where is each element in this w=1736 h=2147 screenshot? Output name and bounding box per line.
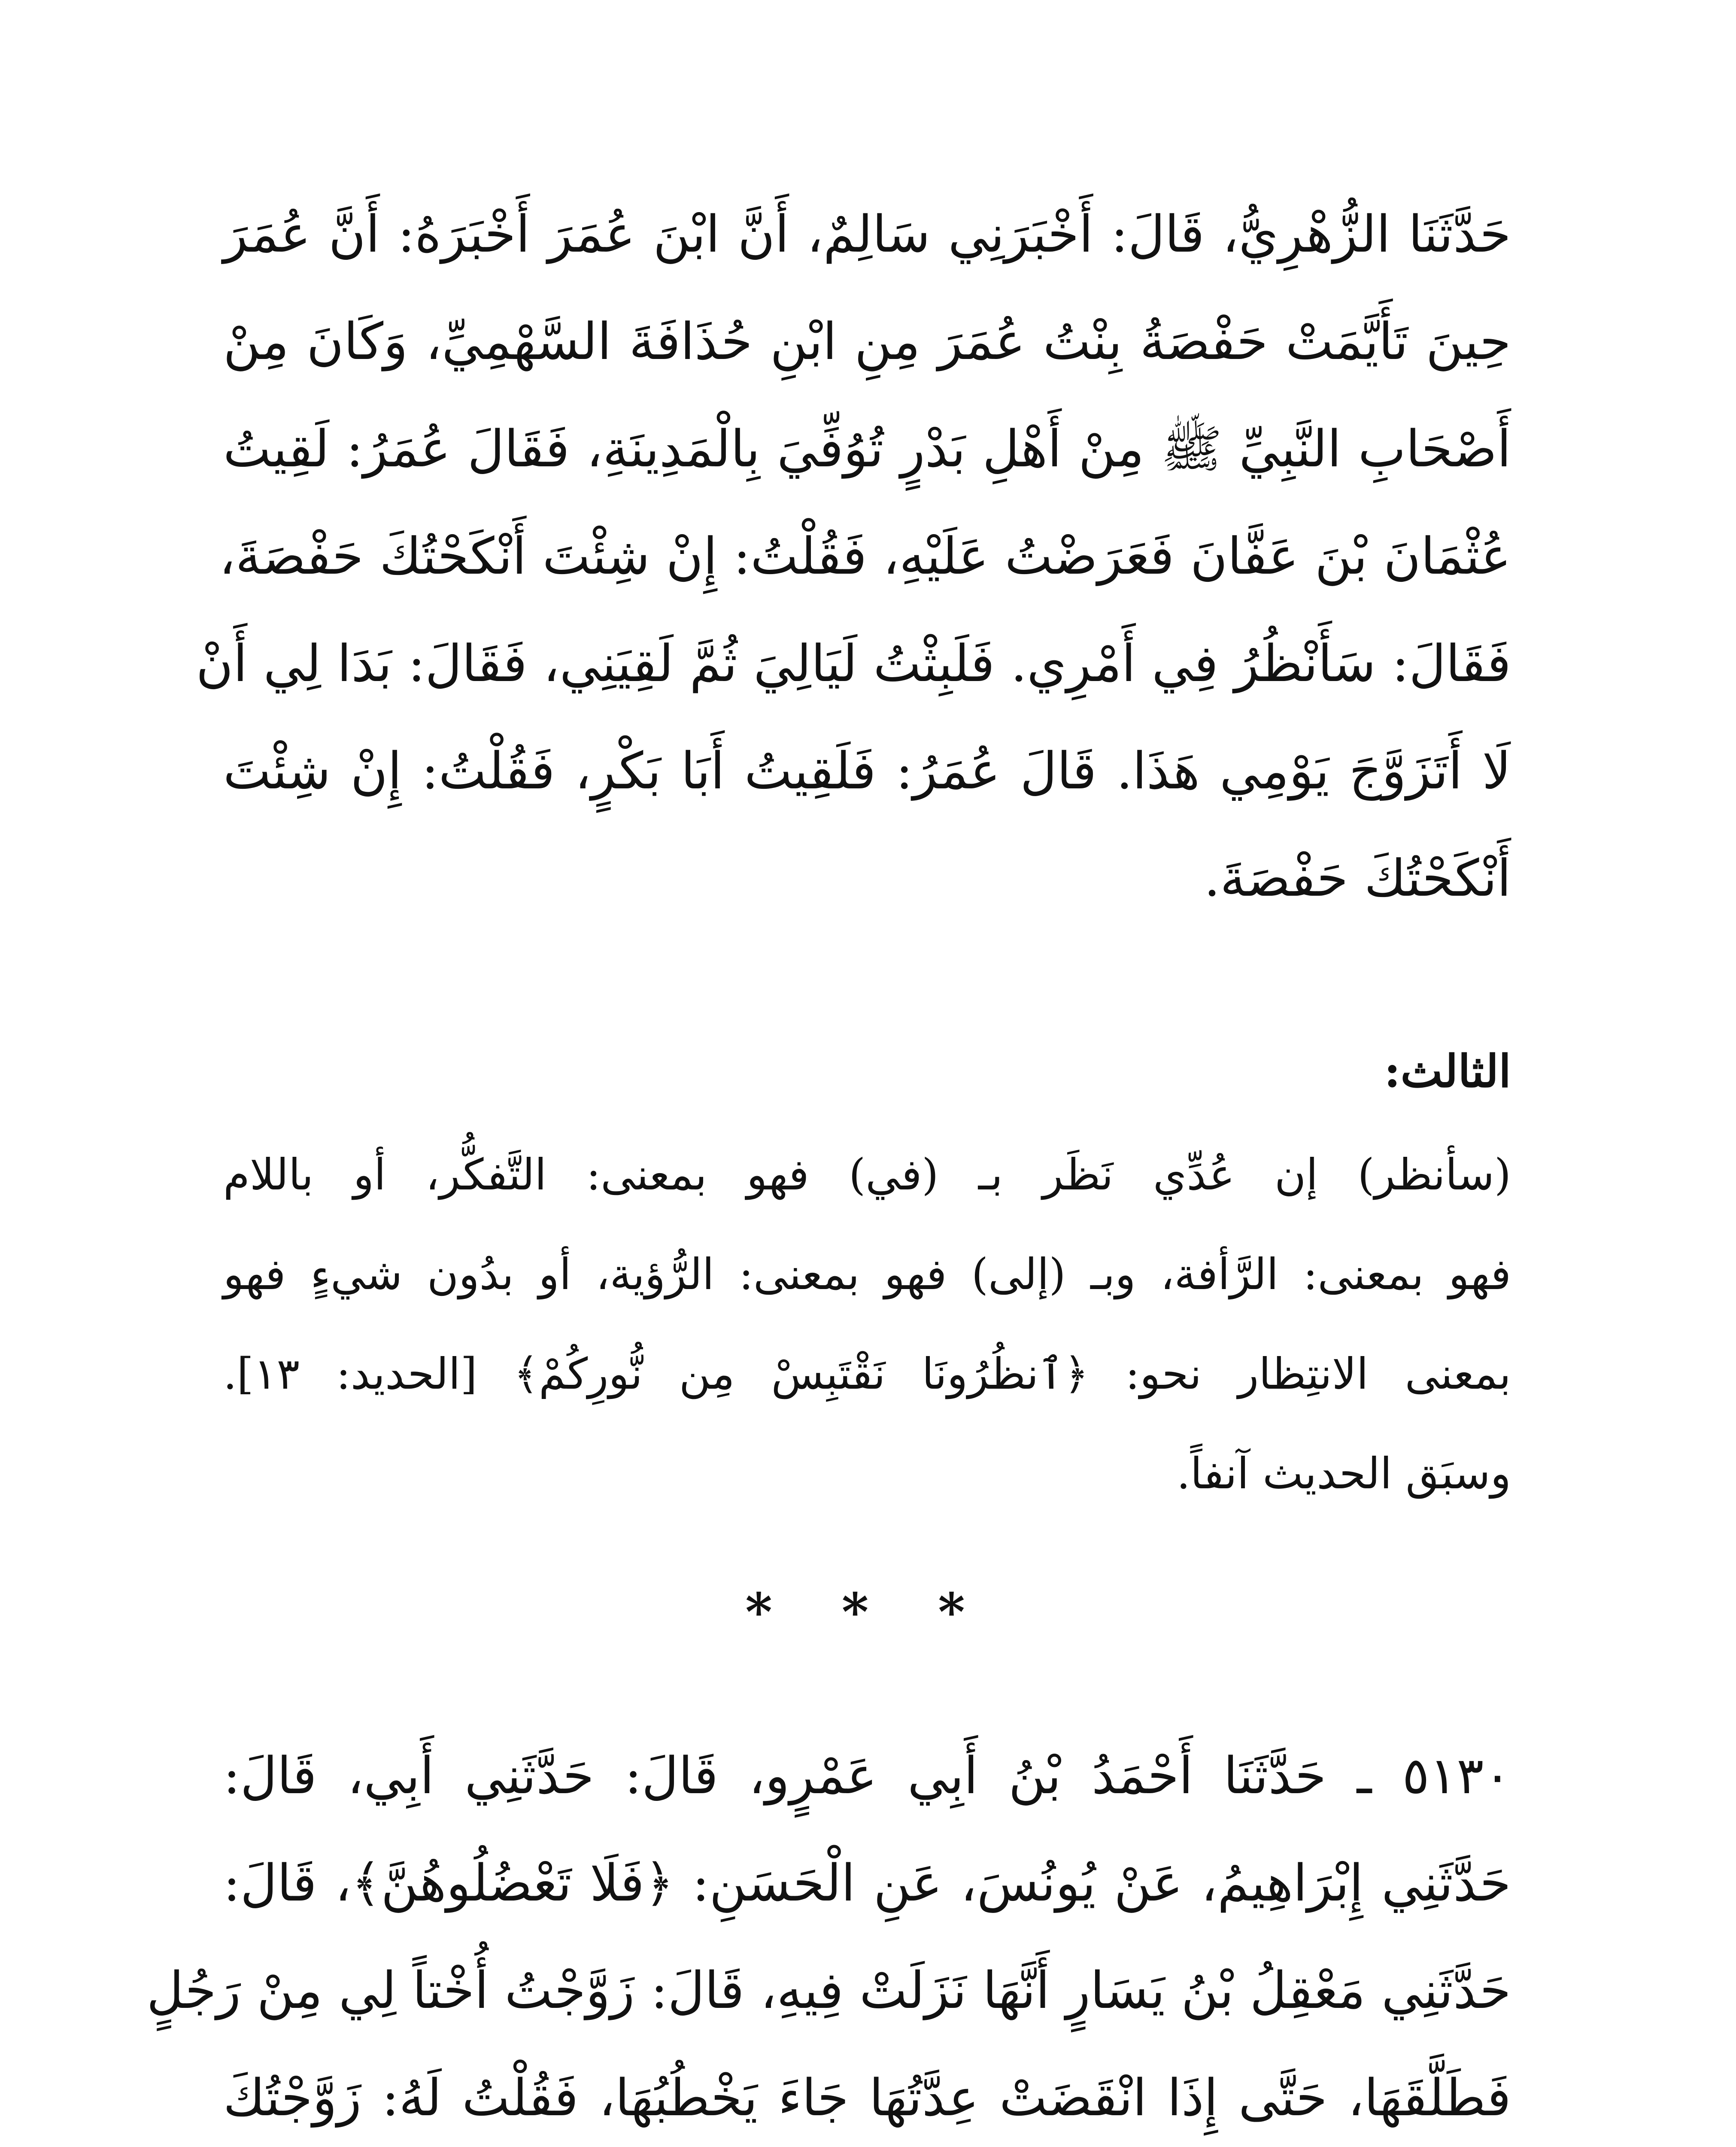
commentary-paragraph [223, 1125, 1511, 1524]
text-line: فهو بمعنى: الرَّأفة، وبـ (إلى) فهو بمعنى: الرُّؤية، أو بدُون شيءٍ فهو [223, 1249, 1511, 1299]
section-separator: * * * [745, 1582, 991, 1642]
text-line: بمعنى الانتِظار نحو: ﴿ٱنظُرُونَا نَقْتَبِسْ مِن نُّورِكُمْ﴾ [الحديد: ١٣]. [223, 1349, 1511, 1399]
text-line: فَطَلَّقَهَا، حَتَّى إِذَا انْقَضَتْ عِدَّتُهَا جَاءَ يَخْطُبُهَا، فَقُلْتُ لَهُ: زَوَّجْتُكَ [223, 2068, 1511, 2127]
text-line: (سأنظر) إن عُدِّي نَظَر بـ (في) فهو بمعنى: التَّفكُّر، أو باللام [223, 1150, 1511, 1200]
text-line: ٥١٣٠ ـ حَدَّثَنَا أَحْمَدُ بْنُ أَبِي عَمْرٍو، قَالَ: حَدَّثَنِي أَبِي، قَالَ: [223, 1746, 1511, 1805]
text-line: عُثْمَانَ بْنَ عَفَّانَ فَعَرَضْتُ عَلَيْهِ، فَقُلْتُ: إِنْ شِئْتَ أَنْكَحْتُكَ حَفْصَةَ، [219, 526, 1511, 586]
text-line: وسبَق الحديث آنفاً. [1176, 1448, 1511, 1499]
text-line: حَدَّثَنَا الزُّهْرِيُّ، قَالَ: أَخْبَرَنِي سَالِمٌ، أَنَّ ابْنَ عُمَرَ أَخْبَرَهُ: أَنَّ عُمَرَ [223, 204, 1511, 264]
text-line: أَصْحَابِ النَّبِيِّ ﷺ مِنْ أَهْلِ بَدْرٍ تُوُفِّيَ بِالْمَدِينَةِ، فَقَالَ عُمَرُ: لَقِيتُ [223, 419, 1511, 478]
text-line: لَا أَتَزَوَّجَ يَوْمِي هَذَا. قَالَ عُمَرُ: فَلَقِيتُ أَبَا بَكْرٍ، فَقُلْتُ: إِنْ شِئْتَ [223, 741, 1511, 800]
text-line: حَدَّثَنِي مَعْقِلُ بْنُ يَسَارٍ أَنَّهَا نَزَلَتْ فِيهِ، قَالَ: زَوَّجْتُ أُخْتاً لِي مِنْ رَجُلٍ [146, 1961, 1511, 2020]
section-heading: الثالث: [1384, 1045, 1511, 1098]
text-line: حِينَ تَأَيَّمَتْ حَفْصَةُ بِنْتُ عُمَرَ مِنِ ابْنِ حُذَافَةَ السَّهْمِيِّ، وَكَانَ مِنْ [223, 312, 1511, 371]
hadith-paragraph-2 [146, 1722, 1511, 2147]
text-line: أَنْكَحْتُكَ حَفْصَةَ. [1204, 848, 1511, 908]
hadith-paragraph-1 [196, 180, 1511, 932]
text-line: فَقَالَ: سَأَنْظُرُ فِي أَمْرِي. فَلَبِثْتُ لَيَالِيَ ثُمَّ لَقِيَنِي، فَقَالَ: بَدَا لِي أَنْ [196, 634, 1511, 693]
text-line: حَدَّثَنِي إِبْرَاهِيمُ، عَنْ يُونُسَ، عَنِ الْحَسَنِ: ﴿فَلَا تَعْضُلُوهُنَّ﴾، قَالَ: [223, 1853, 1511, 1913]
